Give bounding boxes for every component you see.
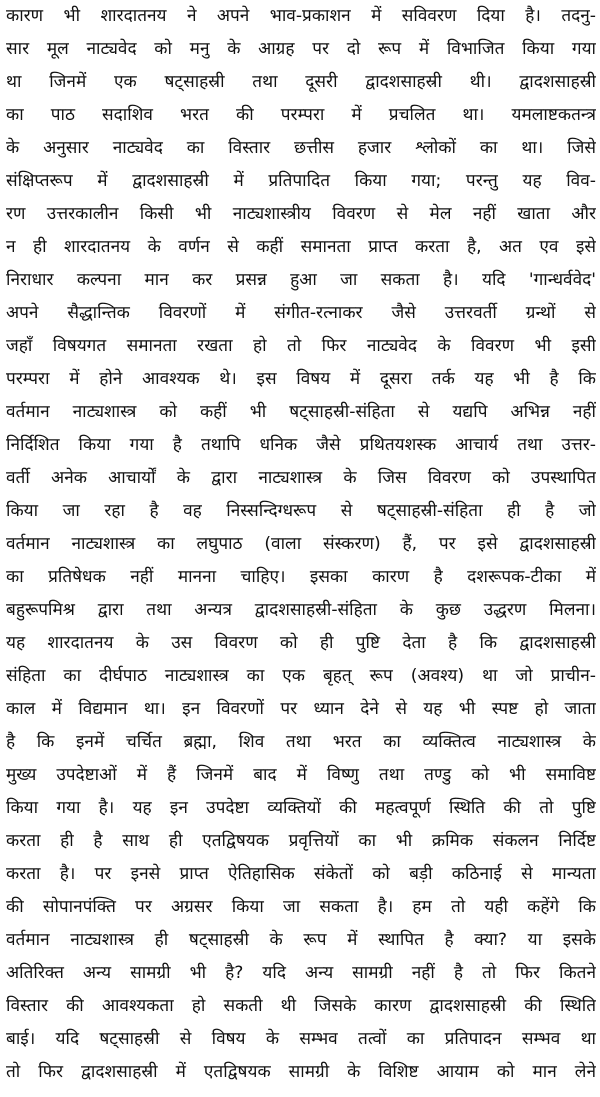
text-line: वर्तमान नाट्यशास्त्र ही षट्साहस्री के रूप में स्थापित है क्या? या इसके bbox=[6, 930, 596, 950]
text-line: की सोपानपंक्ति पर अग्रसर किया जा सकता है। हम तो यही कहेंगे कि bbox=[6, 897, 596, 917]
text-line: काल में विद्यमान था। इन विवरणों पर ध्यान देने से यह भी स्पष्ट हो जाता bbox=[6, 699, 596, 719]
text-line: संक्षिप्तरूप में द्वादशसाहस्री में प्रतिपादित किया गया; परन्तु यह विव- bbox=[6, 171, 596, 191]
text-line: सार मूल नाट्यवेद को मनु के आग्रह पर दो रूप में विभाजित किया गया bbox=[6, 39, 596, 59]
text-line: निराधार कल्पना मान कर प्रसन्न हुआ जा सकता है। यदि 'गान्धर्ववेद' bbox=[6, 270, 596, 290]
text-line: करता ही है साथ ही एतद्विषयक प्रवृत्तियों का भी क्रमिक संकलन निर्दिष्ट bbox=[6, 831, 596, 851]
text-line: जहाँ विषयगत समानता रखता हो तो फिर नाट्यवेद के विवरण भी इसी bbox=[6, 336, 596, 356]
text-line: का प्रतिषेधक नहीं मानना चाहिए। इसका कारण है दशरूपक-टीका में bbox=[6, 567, 596, 587]
text-line: था जिनमें एक षट्साहस्री तथा दूसरी द्वादशसाहस्री थी। द्वादशसाहस्री bbox=[6, 72, 596, 92]
text-line: बाई। यदि षट्साहस्री से विषय के सम्भव तत्वों का प्रतिपादन सम्भव था bbox=[6, 1029, 596, 1049]
text-line: के अनुसार नाट्यवेद का विस्तार छत्तीस हजार श्लोकों का था। जिसे bbox=[6, 138, 596, 158]
text-line: संहिता का दीर्घपाठ नाट्यशास्त्र का एक बृहत् रूप (अवश्य) था जो प्राचीन- bbox=[6, 666, 596, 686]
text-line: है कि इनमें चर्चित ब्रह्मा, शिव तथा भरत का व्यक्तित्व नाट्यशास्त्र के bbox=[6, 732, 596, 752]
text-line: बहुरूपमिश्र द्वारा तथा अन्यत्र द्वादशसाहस्री-संहिता के कुछ उद्धरण मिलना। bbox=[6, 600, 596, 620]
text-line: रण उत्तरकालीन किसी भी नाट्यशास्त्रीय विवरण से मेल नहीं खाता और bbox=[6, 204, 596, 224]
text-line: का पाठ सदाशिव भरत की परम्परा में प्रचलित था। यमलाष्टकतन्त्र bbox=[6, 105, 596, 125]
text-line: मुख्य उपदेष्टाओं में हैं जिनमें बाद में विष्णु तथा तण्डु को भी समाविष्ट bbox=[6, 765, 596, 785]
text-line: कारण भी शारदातनय ने अपने भाव-प्रकाशन में सविवरण दिया है। तदनु- bbox=[6, 6, 596, 26]
text-line: अपने सैद्धान्तिक विवरणों में संगीत-रत्नाकर जैसे उत्तरवर्ती ग्रन्थों से bbox=[6, 303, 596, 323]
text-line: अतिरिक्त अन्य सामग्री भी है? यदि अन्य सामग्री नहीं है तो फिर कितने bbox=[6, 963, 596, 983]
text-line: यह शारदातनय के उस विवरण को ही पुष्टि देता है कि द्वादशसाहस्री bbox=[6, 633, 596, 653]
text-line: न ही शारदातनय के वर्णन से कहीं समानता प्राप्त करता है, अत एव इसे bbox=[6, 237, 596, 257]
text-line: वर्तमान नाट्यशास्त्र का लघुपाठ (वाला संस्करण) हैं, पर इसे द्वादशसाहस्री bbox=[6, 534, 596, 554]
text-line: करता है। पर इनसे प्राप्त ऐतिहासिक संकेतों को बड़ी कठिनाई से मान्यता bbox=[6, 864, 596, 884]
text-line: किया गया है। यह इन उपदेष्टा व्यक्तियों की महत्वपूर्ण स्थिति की तो पुष्टि bbox=[6, 798, 596, 818]
text-line: विस्तार की आवश्यकता हो सकती थी जिसके कारण द्वादशसाहस्री की स्थिति bbox=[6, 996, 596, 1016]
text-line: वर्तमान नाट्यशास्त्र को कहीं भी षट्साहस्री-संहिता से यद्यपि अभिन्न नहीं bbox=[6, 402, 596, 422]
text-line: परम्परा में होने आवश्यक थे। इस विषय में दूसरा तर्क यह भी है कि bbox=[6, 369, 596, 389]
text-line: तो फिर द्वादशसाहस्री में एतद्विषयक सामग्री के विशिष्ट आयाम को मान लेने bbox=[6, 1062, 596, 1082]
text-line: निर्दिशित किया गया है तथापि धनिक जैसे प्रथितयशस्क आचार्य तथा उत्तर- bbox=[6, 435, 596, 455]
text-line: वर्ती अनेक आचार्यों के द्वारा नाट्यशास्त्र के जिस विवरण को उपस्थापित bbox=[6, 468, 596, 488]
text-line: किया जा रहा है वह निस्सन्दिग्धरूप से षट्साहस्री-संहिता ही है जो bbox=[6, 501, 596, 521]
